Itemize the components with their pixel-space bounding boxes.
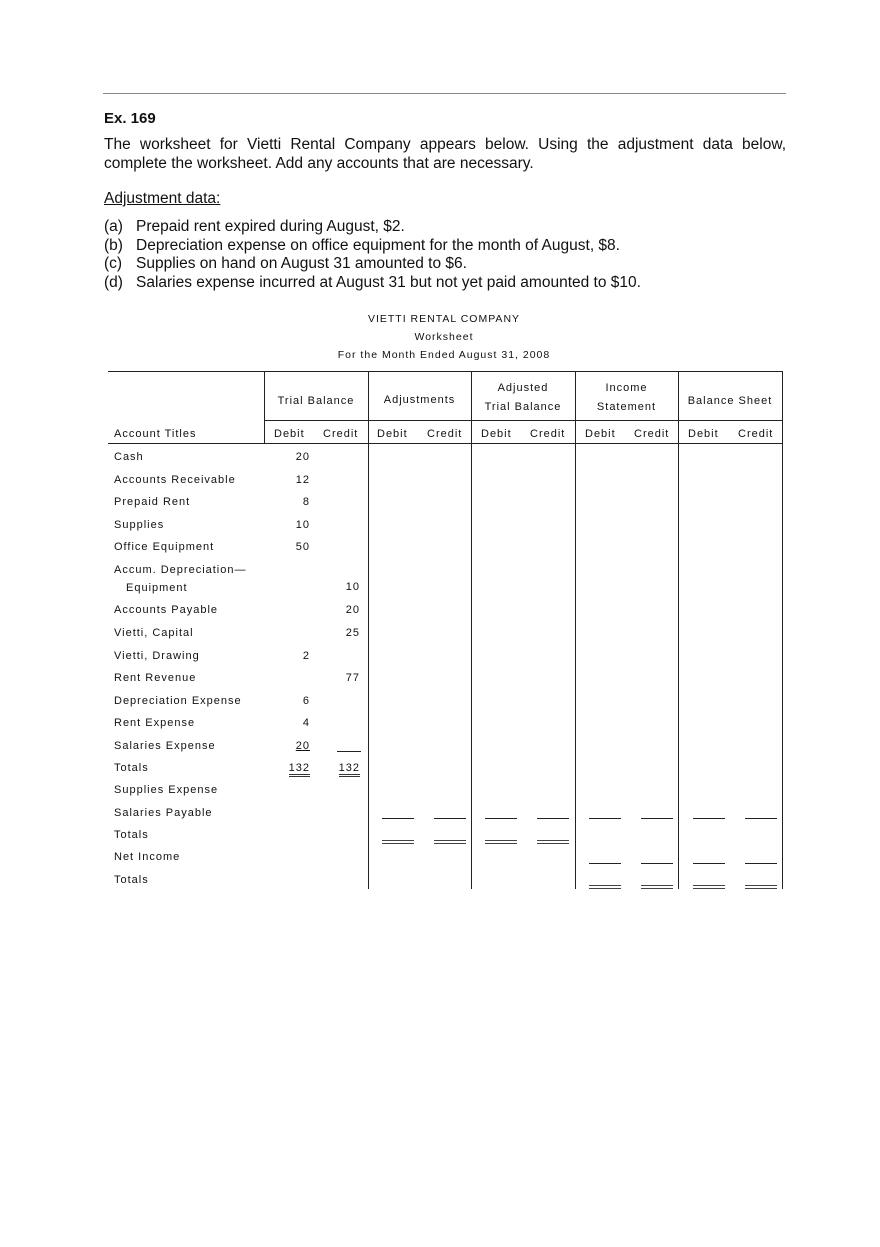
col-divider	[471, 371, 472, 889]
col-divider	[264, 371, 265, 443]
trial-debit-value: 6	[302, 695, 310, 707]
header-credit: Credit	[634, 428, 670, 440]
exercise-title: Ex. 169	[104, 110, 156, 127]
trial-debit-value: 8	[302, 496, 310, 508]
account-title: Salaries Expense	[114, 740, 216, 752]
worksheet-company: VIETTI RENTAL COMPANY	[367, 313, 521, 325]
bs-credit-net-line	[745, 863, 777, 864]
header-debit: Debit	[585, 428, 616, 440]
adjustment-label: (d)	[104, 273, 123, 291]
header-trial-balance: Trial Balance	[277, 395, 355, 407]
account-title: Rent Revenue	[114, 672, 197, 684]
adjustment-label: (a)	[104, 218, 123, 235]
account-title: Totals	[114, 829, 149, 841]
header-debit: Debit	[688, 428, 719, 440]
is-credit-net-line	[641, 863, 673, 864]
trial-debit-value: 20	[295, 451, 310, 463]
atb-debit-double-line	[485, 840, 517, 844]
worksheet-title: Worksheet	[414, 331, 474, 343]
adj-debit-total-line	[382, 818, 414, 819]
header-credit: Credit	[323, 428, 359, 440]
adj-debit-double-line	[382, 840, 414, 844]
header-debit: Debit	[274, 428, 305, 440]
header-income: Income	[605, 382, 648, 394]
adjustment-text: Supplies on hand on August 31 amounted to $6.	[136, 255, 467, 272]
bs-credit-subtotal-line	[745, 818, 777, 819]
trial-credit-value: 77	[345, 672, 360, 684]
bs-debit-subtotal-line	[693, 818, 725, 819]
col-divider	[575, 371, 576, 889]
is-debit-subtotal-line	[589, 818, 621, 819]
header-account-titles: Account Titles	[114, 428, 197, 440]
adjustment-heading: Adjustment data:	[104, 190, 221, 207]
subheader-rule	[264, 420, 783, 421]
account-title: Depreciation Expense	[114, 695, 242, 707]
worksheet-period: For the Month Ended August 31, 2008	[337, 349, 551, 361]
header-credit: Credit	[530, 428, 566, 440]
trial-debit-total-value: 132	[289, 762, 310, 777]
header-credit: Credit	[427, 428, 463, 440]
account-title: Prepaid Rent	[114, 496, 191, 508]
adj-credit-total-line	[434, 818, 466, 819]
adjustment-text: Salaries expense incurred at August 31 but not yet paid amounted to $10.	[136, 273, 641, 291]
is-debit-net-line	[589, 863, 621, 864]
account-title: Accounts Payable	[114, 604, 219, 616]
header-adjustments: Adjustments	[383, 394, 456, 406]
header-adjusted: Adjusted	[497, 382, 549, 394]
adj-credit-double-line	[434, 840, 466, 844]
trial-credit-value: 25	[345, 627, 360, 639]
account-title: Totals	[114, 874, 149, 886]
trial-debit-value: 2	[302, 650, 310, 662]
account-title: Supplies	[114, 519, 165, 531]
account-title: Totals	[114, 762, 149, 774]
header-debit: Debit	[481, 428, 512, 440]
account-title: Vietti, Drawing	[114, 650, 200, 662]
account-title: Office Equipment	[114, 541, 215, 553]
col-divider	[368, 371, 369, 889]
atb-credit-double-line	[537, 840, 569, 844]
adjustment-text: Prepaid rent expired during August, $2.	[136, 218, 405, 235]
atb-debit-total-line	[485, 818, 517, 819]
adjustment-label: (b)	[104, 236, 123, 254]
trial-debit-value: 12	[295, 474, 310, 486]
trial-debit-value: 4	[302, 717, 310, 729]
trial-debit-value: 50	[295, 541, 310, 553]
table-top-border	[108, 371, 783, 372]
is-debit-double-line	[589, 885, 621, 889]
account-title: Accum. Depreciation—	[114, 564, 247, 576]
adjustment-label: (c)	[104, 255, 123, 272]
trial-credit-total	[320, 762, 360, 774]
account-title: Cash	[114, 451, 144, 463]
account-title: Rent Expense	[114, 717, 196, 729]
header-balance-sheet: Balance Sheet	[687, 395, 773, 407]
bs-credit-double-line	[745, 885, 777, 889]
trial-debit-value: 10	[295, 519, 310, 531]
bs-debit-net-line	[693, 863, 725, 864]
header-credit: Credit	[738, 428, 774, 440]
account-title: Net Income	[114, 851, 181, 863]
trial-debit-total	[270, 762, 310, 774]
col-divider	[782, 371, 783, 889]
trial-credit-value: 20	[345, 604, 360, 616]
account-title: Accounts Receivable	[114, 474, 236, 486]
col-divider	[678, 371, 679, 889]
is-credit-double-line	[641, 885, 673, 889]
trial-debit-value: 20	[295, 740, 310, 752]
header-bottom-border	[108, 443, 783, 444]
adjustment-text: Depreciation expense on office equipment for the month of August, $8.	[136, 236, 620, 254]
account-title: Equipment	[126, 582, 188, 594]
header-income-statement: Statement	[596, 401, 657, 413]
account-title: Supplies Expense	[114, 784, 219, 796]
header-adjusted-trial-balance: Trial Balance	[484, 401, 562, 413]
account-title: Salaries Payable	[114, 807, 213, 819]
trial-credit-value: 10	[345, 581, 360, 593]
exercise-intro: The worksheet for Vietti Rental Company appears below. Using the adjustment data below, complete the worksheet. Add any accounts that are necessary.	[104, 136, 786, 172]
header-debit: Debit	[377, 428, 408, 440]
atb-credit-total-line	[537, 818, 569, 819]
is-credit-subtotal-line	[641, 818, 673, 819]
trial-credit-underline	[337, 751, 361, 752]
account-title: Vietti, Capital	[114, 627, 194, 639]
bs-debit-double-line	[693, 885, 725, 889]
trial-credit-total-value: 132	[339, 762, 360, 777]
